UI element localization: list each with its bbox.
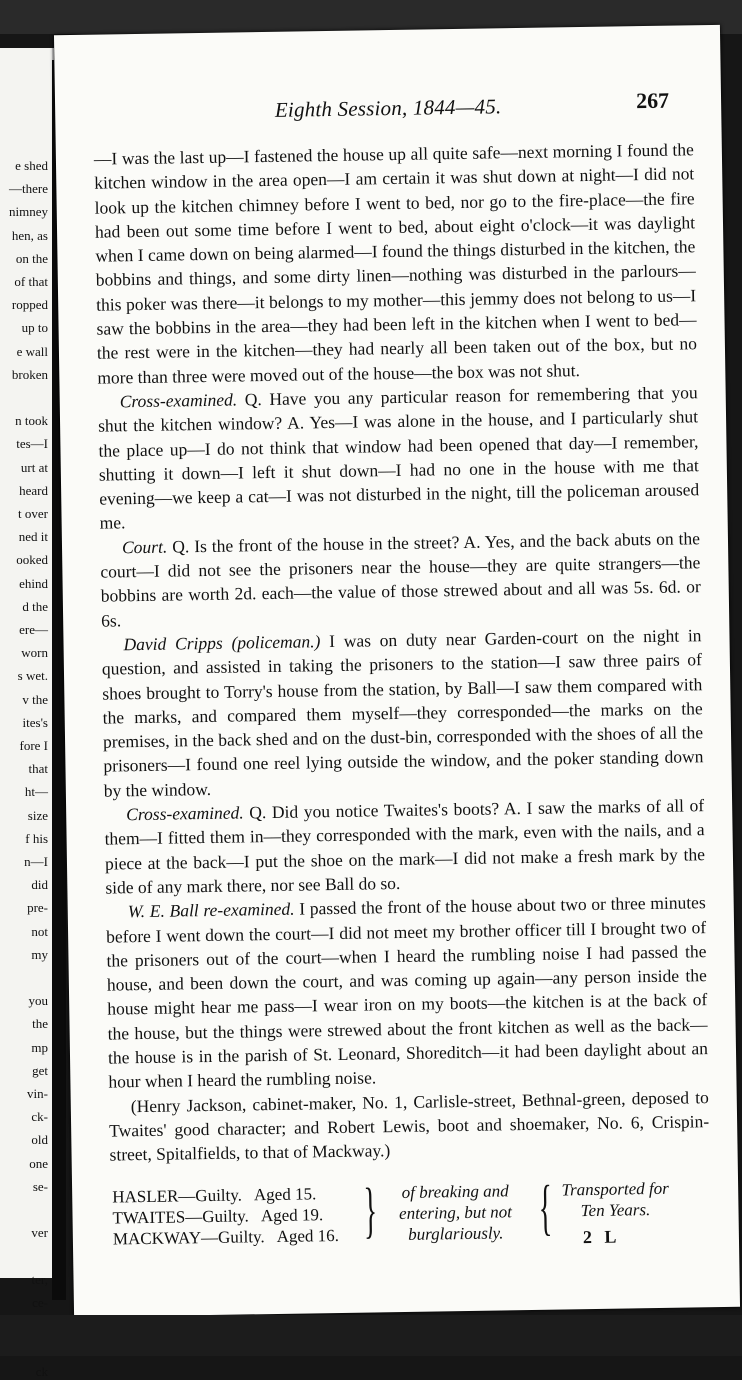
adjacent-page-edge (0, 48, 54, 1380)
defendant-name: MACKWAY—Guilty. (112, 1227, 265, 1249)
left-page-fragment: e wall (16, 343, 48, 359)
left-page-fragment: heard (19, 482, 48, 498)
left-page-fragment: ck- (31, 1109, 48, 1125)
left-page-fragment: ehind (19, 575, 48, 591)
left-page-fragment: get (32, 1062, 48, 1078)
left-page-fragment: s wet. (17, 668, 48, 684)
sentence-line: Ten Years. (580, 1200, 651, 1221)
left-page-fragment: did (31, 877, 48, 893)
defendant-name: HASLER—Guilty. (112, 1185, 243, 1207)
left-page-fragment: n—I (24, 854, 48, 869)
left-page-fragment: one (29, 1155, 48, 1171)
left-page-fragment: size (27, 807, 48, 823)
defendant-age: Aged 16. (276, 1225, 340, 1246)
right-brace: } (363, 1176, 378, 1245)
paragraph (109, 1085, 710, 1167)
verdict-block (110, 1173, 711, 1250)
defendant-name: TWAITES—Guilty. (112, 1206, 250, 1228)
sentence (550, 1178, 681, 1222)
left-page-fragment: t over (18, 506, 48, 521)
left-page-fragment: e shed (15, 158, 48, 173)
defendant-list (112, 1183, 339, 1250)
left-page-fragment: d the (22, 598, 48, 614)
left-page-fragment: se- (32, 1178, 48, 1194)
left-page-fragment: nimney (9, 204, 48, 220)
left-page-fragment: v the (22, 691, 48, 707)
left-page-fragment: vin- (27, 1086, 48, 1101)
left-page-fragment: ck (35, 1364, 48, 1380)
paragraph-text: I passed the front of the house about two or three minutes before I went down the court—I did not meet my brother officer till I brought two of the prisoners out of the court—when I heard the rumbling noise I had passed the house, and been down the court, and was coming up again—any person inside the house might hear me pass—I wear iron on my boots—the kitchen is at the back of the house, but the things were strewed about the front kitchen as well as the back—the house is in the parish of St. Leonard, Shoreditch—it had been daylight about an hour when I heard the rumbling noise. (105, 892, 709, 1092)
left-page-fragment: tes—I (16, 436, 48, 452)
speaker-lead: W. E. Ball re-examined. (127, 898, 295, 922)
left-page-fragment: ter, (31, 1271, 48, 1287)
scan-bottom-border (0, 1315, 742, 1356)
speaker-lead: David Cripps (policeman.) (123, 631, 321, 655)
left-page-fragment: worn (21, 645, 48, 661)
book-page (54, 25, 740, 1317)
offence-line: of breaking and (401, 1181, 509, 1202)
left-page-fragment: ropped (11, 297, 48, 313)
left-page-fragment: ver (31, 1225, 48, 1241)
left-page-fragment: ites's (22, 714, 48, 730)
paragraph-text: —I was the last up—I fastened the house up all quite safe—next morning I found the kitchen window in the area open—I am certain it was shut down at night—I did not look up the kitchen chimney before I went to bed, nor go to the fire-place—the fire had been out some time before I went to bed, about eight o'clock—it was daylight when I came down on being alarmed—I found the things disturbed in the kitchen, the bobbins and things, and some dirty linen—nothing was disturbed in the parlours—this poker was there—it belongs to my mother—this jemmy does not belong to us—I saw the bobbins in the area—they had been left in the kitchen when I went to bed—the rest were in the kitchen—they had nearly all been taken out of the box, but no more than three were moved out of the house—the box was not shut. (93, 139, 698, 388)
offence-line: burglariously. (408, 1223, 504, 1244)
left-page-fragment: that (28, 761, 48, 777)
paragraph (98, 380, 700, 535)
left-page-fragment: n took (15, 413, 48, 429)
paragraph (100, 526, 701, 633)
left-page-fragment: ce- (32, 1294, 48, 1310)
defendant-row (113, 1225, 339, 1250)
paragraph (104, 793, 705, 900)
left-page-fragment: on the (15, 250, 48, 266)
running-head: Eighth Session, 1844—45. (274, 94, 502, 122)
left-page-fragment: of that (14, 274, 48, 289)
left-page-fragment: not (31, 923, 48, 939)
left-page-fragment: —there (9, 181, 48, 197)
paragraph (106, 890, 709, 1094)
left-page-fragment: ht— (24, 784, 48, 800)
page-body (94, 137, 710, 1167)
left-page-fragment: pre- (27, 900, 48, 916)
offence-description (380, 1180, 531, 1245)
left-page-fragment: old (31, 1132, 48, 1148)
left-page-fragment: hen, as (11, 227, 48, 243)
left-page-fragment: urt at (20, 459, 48, 475)
left-page-fragment: broken (11, 366, 48, 382)
sentence-line: Transported for (561, 1178, 669, 1200)
paragraph (101, 623, 704, 802)
speaker-lead: Cross-examined. (126, 802, 244, 825)
paragraph-text: Q. Have you any particular reason for remembering that you shut the kitchen window? A. Yes—I was alone in the house, and I particularly shut the place up—I do not think that window had been opened that day—I remember, shutting it down—I left it shut down—I had no one in the house with me that evening—we keep a cat—I was not disturbed in the night, till the policeman aroused me. (97, 382, 700, 534)
paragraph-text: Q. Did you notice Twaites's boots? A. I saw the marks of all of them—I fitted them in—they corresponded with the mark, even with the nails, and a piece at the back—I put the shoe on the mark—I did not make a fresh mark by the side of any mark there, nor see Ball do so. (104, 795, 706, 898)
left-page-fragment: mp (31, 1039, 48, 1055)
offence-line: entering, but not (398, 1202, 513, 1224)
left-page-fragment: you (28, 993, 48, 1009)
left-page-fragment: ere— (19, 622, 48, 637)
page-number: 267 (635, 87, 670, 114)
paragraph (94, 137, 698, 389)
defendant-age: Aged 19. (260, 1205, 324, 1226)
left-page-fragment: the (32, 1016, 48, 1032)
page-header (55, 87, 721, 127)
left-page-fragment: f his (25, 830, 48, 846)
paragraph-text: (Henry Jackson, cabinet-maker, No. 1, Carlisle-street, Bethnal-green, deposed to Twaites' good character; and Robert Lewis, boot and shoemaker, No. 6, Crispin-street, Spitalfields, to that of Mackway.) (109, 1086, 710, 1165)
signature-mark: 2 L (582, 1226, 621, 1248)
left-brace: { (538, 1173, 553, 1242)
left-page-fragment: ned it (18, 529, 48, 545)
left-page-fragment: fore I (19, 738, 48, 753)
left-page-fragment: ooked (16, 552, 48, 568)
paragraph-text: Q. Is the front of the house in the street? A. Yes, and the back abuts on the court—I did not see the prisoners near the house—they are quite strangers—the bobbins are worth 2d. each—the value of those strewed about and all was 5s. 6d. or 6s. (100, 527, 701, 631)
speaker-lead: Court. (121, 536, 168, 558)
speaker-lead: Cross-examined. (119, 389, 238, 412)
left-page-fragment: up to (21, 320, 48, 336)
defendant-age: Aged 15. (253, 1184, 317, 1205)
left-page-fragment: my (31, 946, 48, 962)
paragraph-text: I was on duty near Garden-court on the night in question, and assisted in taking the prisoners to the station—I saw three pairs of shoes brought to Torry's house from the station, by Ball—I saw them compared with the marks, and compared them myself—they corresponded—the marks on the premises, in the back shed and on the dust-bin, corresponded with the shoes of all the prisoners—I found one reel lying outside the window, and the poker standing down by the window. (101, 625, 704, 801)
